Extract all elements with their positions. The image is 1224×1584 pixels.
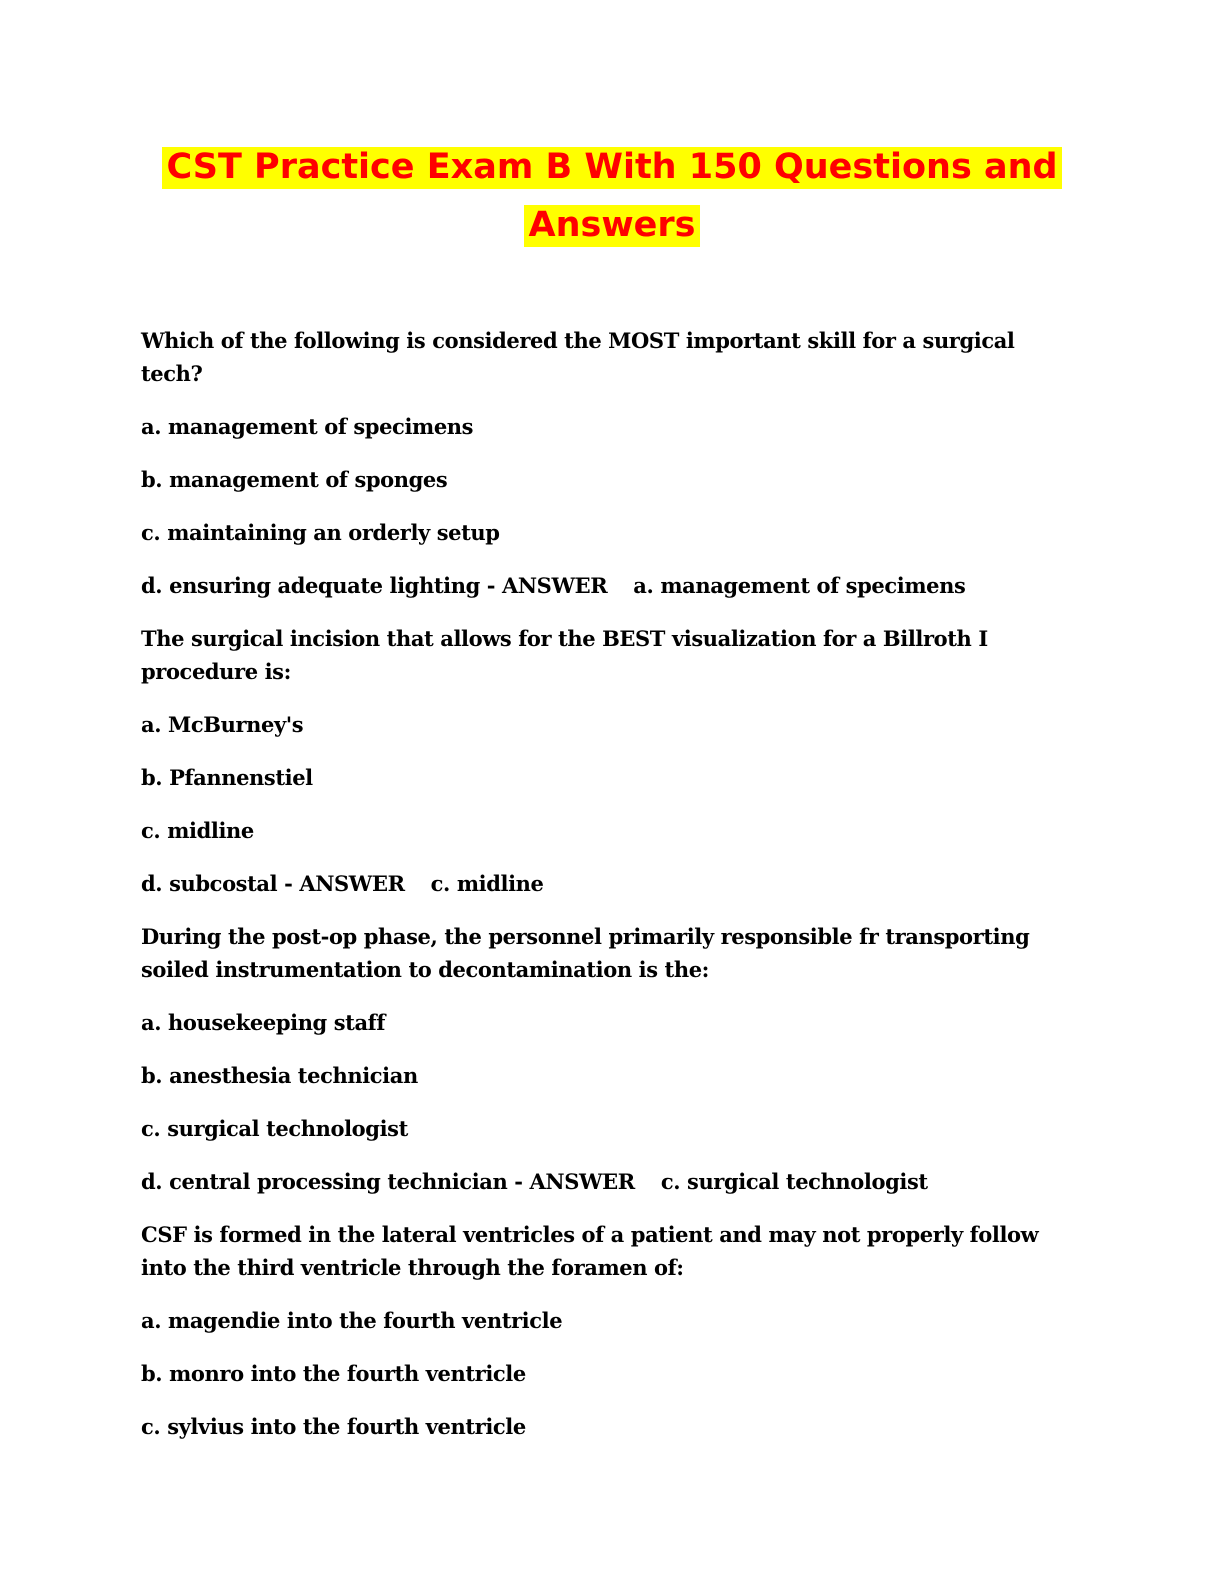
answer-option-with-answer xyxy=(141,867,1081,900)
answer-option: b. anesthesia technician xyxy=(141,1063,418,1088)
answer-option: c. maintaining an orderly setup xyxy=(141,520,500,545)
answer-option: d. central processing technician - ANSWER xyxy=(141,1169,635,1194)
answer-option-with-answer xyxy=(141,1165,1081,1198)
answer-option: c. sylvius into the fourth ventricle xyxy=(141,1414,526,1439)
answer-option-with-answer xyxy=(141,569,1081,602)
answer-option: a. management of specimens xyxy=(141,414,474,439)
answer-option: c. surgical technologist xyxy=(141,1116,408,1141)
answer-option: b. management of sponges xyxy=(141,467,448,492)
question-list xyxy=(141,324,1081,1463)
answer-option: d. ensuring adequate lighting - ANSWER xyxy=(141,573,608,598)
answer-option: d. subcostal - ANSWER xyxy=(141,871,405,896)
correct-answer: c. surgical technologist xyxy=(660,1169,928,1194)
title-line-2: Answers xyxy=(524,205,699,247)
question-text: Which of the following is considered the MOST important skill for a surgical tech? xyxy=(141,328,1015,386)
question-text: During the post-op phase, the personnel primarily responsible fr transporting soiled instrumentation to decontamination is the: xyxy=(141,924,1030,982)
answer-option: a. McBurney's xyxy=(141,712,304,737)
question-text: The surgical incision that allows for the BEST visualization for a Billroth I procedure is: xyxy=(141,626,988,684)
answer-option: c. midline xyxy=(141,818,254,843)
title-line-1: CST Practice Exam B With 150 Questions and xyxy=(162,147,1061,189)
answer-option: a. housekeeping staff xyxy=(141,1010,385,1035)
correct-answer: a. management of specimens xyxy=(633,573,966,598)
question-text: CSF is formed in the lateral ventricles of a patient and may not properly follow into the third ventricle through the foramen of: xyxy=(141,1222,1039,1280)
answer-option: a. magendie into the fourth ventricle xyxy=(141,1308,563,1333)
document-title xyxy=(100,138,1124,254)
correct-answer: c. midline xyxy=(430,871,544,896)
answer-option: b. monro into the fourth ventricle xyxy=(141,1361,526,1386)
answer-option: b. Pfannenstiel xyxy=(141,765,313,790)
